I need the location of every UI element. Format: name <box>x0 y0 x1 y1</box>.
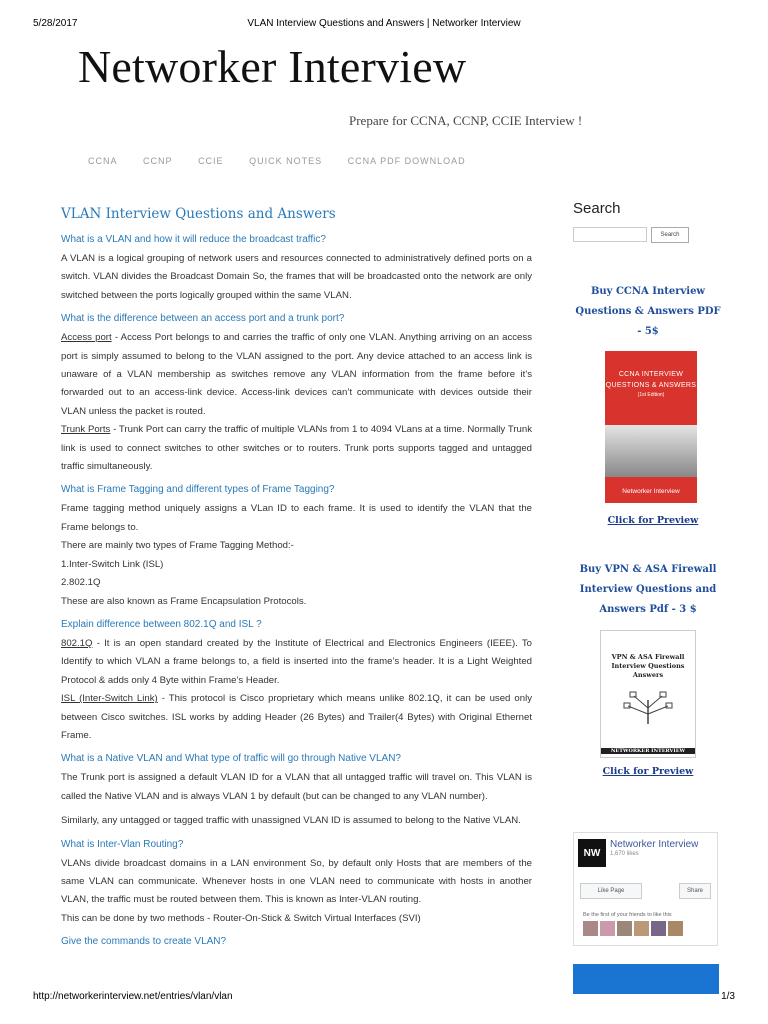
question-heading: What is a VLAN and how it will reduce the broadcast traffic? <box>61 234 326 245</box>
book-cover-edition: (1st Edition) <box>637 392 665 398</box>
search-button[interactable]: Search <box>651 227 689 243</box>
question-heading: What is the difference between an access port and a trunk port? <box>61 313 345 325</box>
vpn-asa-book-cover[interactable] <box>600 630 696 758</box>
term-8021q: 802.1Q <box>61 637 93 649</box>
fb-like-count: 1,670 likes <box>610 851 639 857</box>
answer-text: - It is an open standard created by the Institute of Electrical and Electronics Engineers (IEEE). To Identify to which VLAN a frame belongs to, a field is inserted into the frame’s header. It is a Light Weighted Protocol & adds only 4 Byte within Frame’s Header. <box>61 637 532 686</box>
question-heading: What is Frame Tagging and different types of Frame Tagging? <box>61 484 335 496</box>
search-form <box>573 227 723 243</box>
main-nav <box>88 156 488 166</box>
answer-text: - Access Port belongs to and carries the traffic of only one VLAN. Anything arriving on an access port is simply assumed to belong to the VLAN assigned to the port. Any device attached to an access link is unaware of a VLAN membership as switches remove any VLAN information from the frame before it’s forwarded out to an access-link device. Access-link devices can’t communicate with devices outside their VLAN unless the packet is routed. <box>61 332 532 417</box>
fb-friends-text: Be the first of your friends to like this <box>583 912 672 918</box>
book-cover-image <box>605 425 697 477</box>
book-cover-title: CCNA INTERVIEW QUESTIONS & ANSWERS <box>605 371 697 389</box>
search-heading: Search <box>573 200 621 217</box>
term-isl: ISL (Inter-Switch Link) <box>61 693 158 705</box>
answer-paragraph <box>61 421 532 476</box>
tree-network-icon <box>618 686 678 726</box>
answer-text: - Trunk Port can carry the traffic of multiple VLANs from 1 to 4094 VLans at a time. Normally Trunk link is used to connect switches to other switches or to routers. Trunk ports supports tagged and untagged traffic simultaneously. <box>61 424 532 473</box>
avatar <box>634 921 649 936</box>
print-page-title: VLAN Interview Questions and Answers | Networker Interview <box>247 18 521 29</box>
answer-paragraph <box>61 329 532 421</box>
avatar <box>668 921 683 936</box>
sidebar <box>573 200 723 918</box>
answer-paragraph: The Trunk port is assigned a default VLAN ID for a VLAN that all untagged traffic will travel on. This VLAN is called the Native VLAN and is always VLAN 1 by default (but can be changed to any VLAN number). <box>61 772 532 802</box>
fb-friend-avatars <box>583 921 683 936</box>
nav-item-ccnp[interactable]: CCNP <box>143 156 173 166</box>
nav-item-ccie[interactable]: CCIE <box>198 156 224 166</box>
article-title[interactable]: VLAN Interview Questions and Answers <box>61 206 336 222</box>
nav-item-quick-notes[interactable]: QUICK NOTES <box>249 156 323 166</box>
facebook-page-widget <box>573 832 718 946</box>
term-trunk-ports: Trunk Ports <box>61 424 111 436</box>
answer-paragraph: There are mainly two types of Frame Tagging Method:- <box>61 540 294 552</box>
print-url: http://networkerinterview.net/entries/vlan/vlan <box>33 991 233 1002</box>
answer-paragraph <box>61 635 532 690</box>
share-button[interactable]: Share <box>679 883 711 899</box>
book-cover-publisher: Networker Interview <box>622 488 680 495</box>
answer-paragraph: Similarly, any untagged or tagged traffic with unassigned VLAN ID is assumed to belong to the Native VLAN. <box>61 815 521 827</box>
answer-paragraph: VLANs divide broadcast domains in a LAN environment So, by default only Hosts that are members of the same VLAN can communicate. Whenever hosts in one VLAN need to communicate with hosts in another VLAN, the traffic must be routed between them. This is known as Inter-VLAN routing. <box>61 857 532 906</box>
blue-widget-box <box>573 964 719 994</box>
answer-paragraph <box>61 690 532 745</box>
site-tagline: Prepare for CCNA, CCNP, CCIE Interview ! <box>349 113 583 128</box>
answer-paragraph: These are also known as Frame Encapsulation Protocols. <box>61 595 307 607</box>
answer-paragraph: 2.802.1Q <box>61 577 101 589</box>
article <box>61 206 532 952</box>
fb-page-name[interactable]: Networker Interview <box>610 839 699 850</box>
avatar <box>651 921 666 936</box>
ccna-book-cover[interactable] <box>605 351 697 503</box>
question-heading: What is a Native VLAN and What type of traffic will go through Native VLAN? <box>61 753 401 765</box>
question-heading: What is Inter-Vlan Routing? <box>61 838 184 850</box>
question-heading: Explain difference between 802.1Q and ISL ? <box>61 618 262 630</box>
page-logo[interactable]: NW <box>578 839 606 867</box>
print-date: 5/28/2017 <box>33 18 78 29</box>
answer-paragraph: 1.Inter-Switch Link (ISL) <box>61 558 164 570</box>
answer-paragraph: A VLAN is a logical grouping of network users and resources connected to administratively defined ports on a switch. VLAN divides the Broadcast Domain So, the frames that will be broadcasted onto the network are only switched between the ports logically grouped within the same VLAN. <box>61 253 532 301</box>
answer-paragraph: Frame tagging method uniquely assigns a VLan ID to each frame. It is used to identify the VLAN that the Frame belongs to. <box>61 503 532 533</box>
search-input[interactable] <box>573 227 647 242</box>
site-title[interactable]: Networker Interview <box>78 41 467 92</box>
answer-paragraph: This can be done by two methods - Router-On-Stick & Switch Virtual Interfaces (SVI) <box>61 912 421 924</box>
promo-vpn-asa-pdf: Buy VPN & ASA Firewall Interview Questions and Answers Pdf - 3 $ <box>579 564 717 615</box>
like-page-button[interactable]: Like Page <box>580 883 642 899</box>
promo-ccna-pdf: Buy CCNA Interview Questions & Answers PDF - 5$ <box>575 286 721 337</box>
question-heading: Give the commands to create VLAN? <box>61 936 227 948</box>
preview-link-vpn-asa[interactable]: Click for Preview <box>602 766 694 777</box>
book-cover-title: VPN & ASA Firewall Interview Questions Answers <box>611 653 685 679</box>
avatar <box>600 921 615 936</box>
preview-link-ccna[interactable]: Click for Preview <box>607 515 699 526</box>
nav-item-ccna-pdf-download[interactable]: CCNA PDF DOWNLOAD <box>347 156 466 166</box>
print-page-number: 1/3 <box>721 991 735 1002</box>
answer-text: - This protocol is Cisco proprietary which means unlike 802.1Q, it can be used only between Cisco switches. ISL works by adding Header (26 Bytes) and Trailer(4 Bytes) with Original Ethernet Frame. <box>61 693 532 741</box>
book-cover-publisher: NETWORKER INTERVIEW <box>601 748 695 754</box>
avatar <box>583 921 598 936</box>
nav-item-ccna[interactable]: CCNA <box>88 156 118 166</box>
term-access-port: Access port <box>61 332 112 344</box>
avatar <box>617 921 632 936</box>
